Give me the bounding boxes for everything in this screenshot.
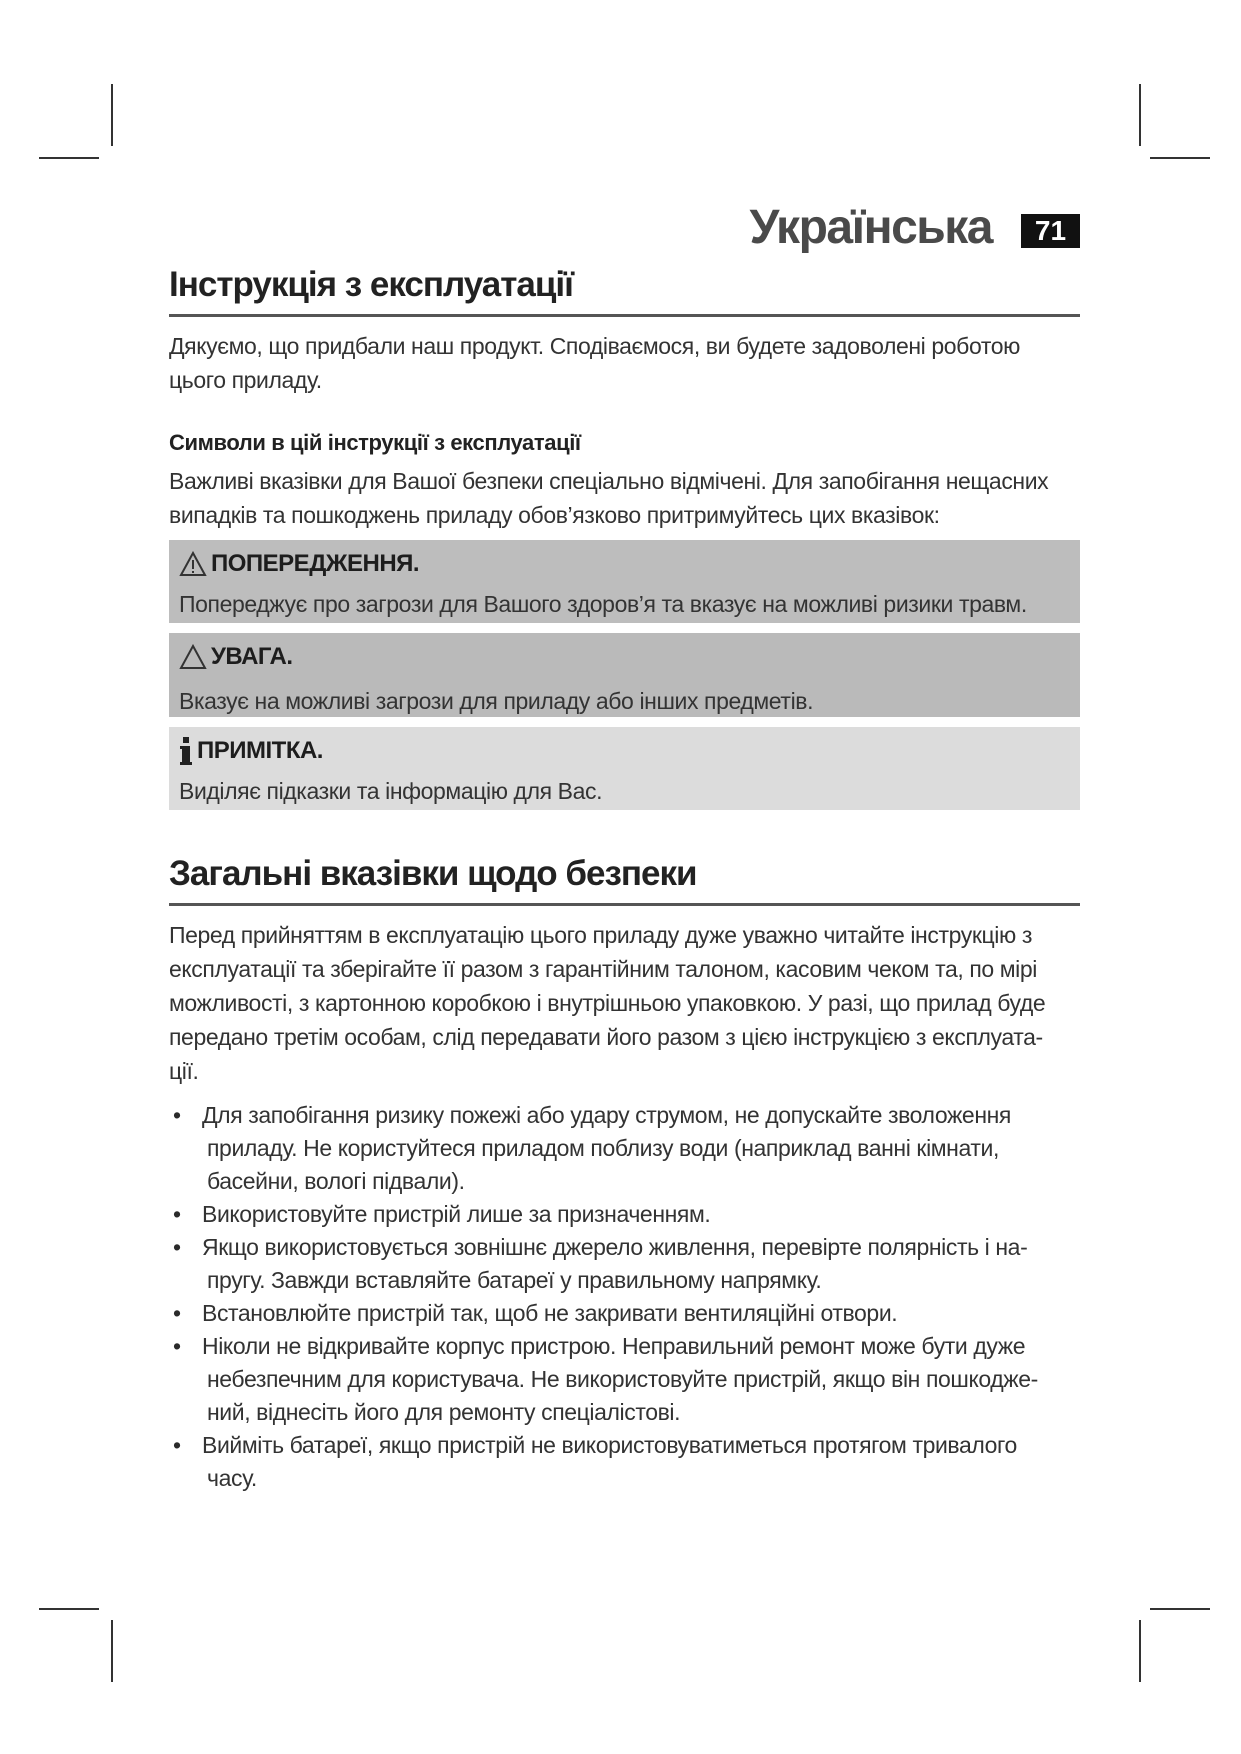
notice-title: ПОПЕРЕДЖЕННЯ. (211, 550, 420, 577)
safety-bullet-list (169, 1099, 1080, 1495)
safety-intro-line: Перед прийняттям в експлуатацію цього приладу дуже уважно читайте інструкцію з (169, 922, 1032, 948)
notice-text: Виділяє підказки та інформацію для Вас. (179, 778, 603, 804)
notice-text: Вказує на можливі загрози для приладу або інших предметів. (179, 688, 814, 714)
bullet-icon: • (173, 1234, 182, 1260)
bullet-line: ний, віднесіть його для ремонту спеціалістові. (207, 1399, 681, 1425)
bullet-line: Вийміть батареї, якщо пристрій не використовуватиметься протягом тривалого (202, 1432, 1017, 1458)
warning-triangle-exclamation-icon (179, 551, 207, 577)
list-item (169, 1231, 1080, 1297)
bullet-line: басейни, вологі підвали). (207, 1168, 465, 1194)
list-item (169, 1330, 1080, 1429)
section-title: Загальні вказівки щодо безпеки (169, 854, 697, 893)
bullet-line: часу. (207, 1465, 257, 1491)
crop-mark (111, 1620, 113, 1682)
bullet-line: приладу. Не користуйтеся приладом поблизу води (наприклад ванні кімнати, (207, 1135, 999, 1161)
safety-intro-line: передано третім особам, слід передавати його разом з цією інструкцією з експлуата- (169, 1024, 1043, 1050)
caution-notice (169, 633, 1080, 717)
caution-triangle-icon (179, 644, 207, 670)
list-item (169, 1198, 1080, 1231)
bullet-line: Встановлюйте пристрій так, щоб не закривати вентиляційні отвори. (202, 1300, 898, 1326)
bullet-line: Для запобігання ризику пожежі або удару струмом, не допускайте зволоження (202, 1102, 1011, 1128)
info-icon (179, 736, 193, 766)
safety-intro-line: експлуатації та зберігайте її разом з гарантійним талоном, касовим чеком та, по мірі (169, 956, 1037, 982)
crop-mark (1150, 157, 1210, 159)
bullet-icon: • (173, 1333, 182, 1359)
symbols-title: Символи в цій інструкції з експлуатації (169, 430, 581, 455)
crop-mark (39, 1608, 99, 1610)
crop-mark (1150, 1608, 1210, 1610)
bullet-line: Якщо використовується зовнішнє джерело живлення, перевірте полярність і на- (202, 1234, 1028, 1260)
note-notice (169, 727, 1080, 810)
notice-title: ПРИМІТКА. (197, 737, 323, 764)
symbols-line: випадків та пошкоджень приладу обов’язково притримуйтесь цих вказівок: (169, 502, 940, 528)
intro-line: цього приладу. (169, 367, 322, 393)
bullet-line: пругу. Завжди вставляйте батареї у правильному напрямку. (207, 1267, 822, 1293)
warning-notice (169, 540, 1080, 623)
list-item (169, 1429, 1080, 1495)
crop-mark (1139, 1620, 1141, 1682)
safety-intro-line: можливості, з картонною коробкою і внутрішньою упаковкою. У разі, що прилад буде (169, 990, 1046, 1016)
bullet-icon: • (173, 1201, 182, 1227)
crop-mark (39, 157, 99, 159)
page-number: 71 (1021, 214, 1080, 248)
bullet-line: Ніколи не відкривайте корпус пристрою. Неправильний ремонт може бути дуже (202, 1333, 1026, 1359)
crop-mark (111, 84, 113, 146)
notice-text: Попереджує про загрози для Вашого здоров’я та вказує на можливі ризики травм. (179, 591, 1027, 617)
safety-intro-line: ції. (169, 1058, 199, 1084)
title-rule (169, 314, 1080, 317)
language-heading: Українська (749, 201, 992, 254)
notice-title: УВАГА. (211, 643, 293, 670)
section-title: Інструкція з експлуатації (169, 265, 573, 304)
section-safety (169, 853, 1080, 1495)
crop-mark (1139, 84, 1141, 146)
bullet-icon: • (173, 1432, 182, 1458)
bullet-line: небезпечним для користувача. Не використовуйте пристрій, якщо він пошкодже- (207, 1366, 1038, 1392)
list-item (169, 1099, 1080, 1198)
list-item (169, 1297, 1080, 1330)
symbols-line: Важливі вказівки для Вашої безпеки спеціально відмічені. Для запобігання нещасних (169, 468, 1049, 494)
intro-line: Дякуємо, що придбали наш продукт. Сподіваємося, ви будете задоволені роботою (169, 333, 1020, 359)
bullet-icon: • (173, 1300, 182, 1326)
bullet-line: Використовуйте пристрій лише за призначенням. (202, 1201, 711, 1227)
title-rule (169, 903, 1080, 906)
bullet-icon: • (173, 1102, 182, 1128)
section-instructions (169, 264, 1080, 532)
